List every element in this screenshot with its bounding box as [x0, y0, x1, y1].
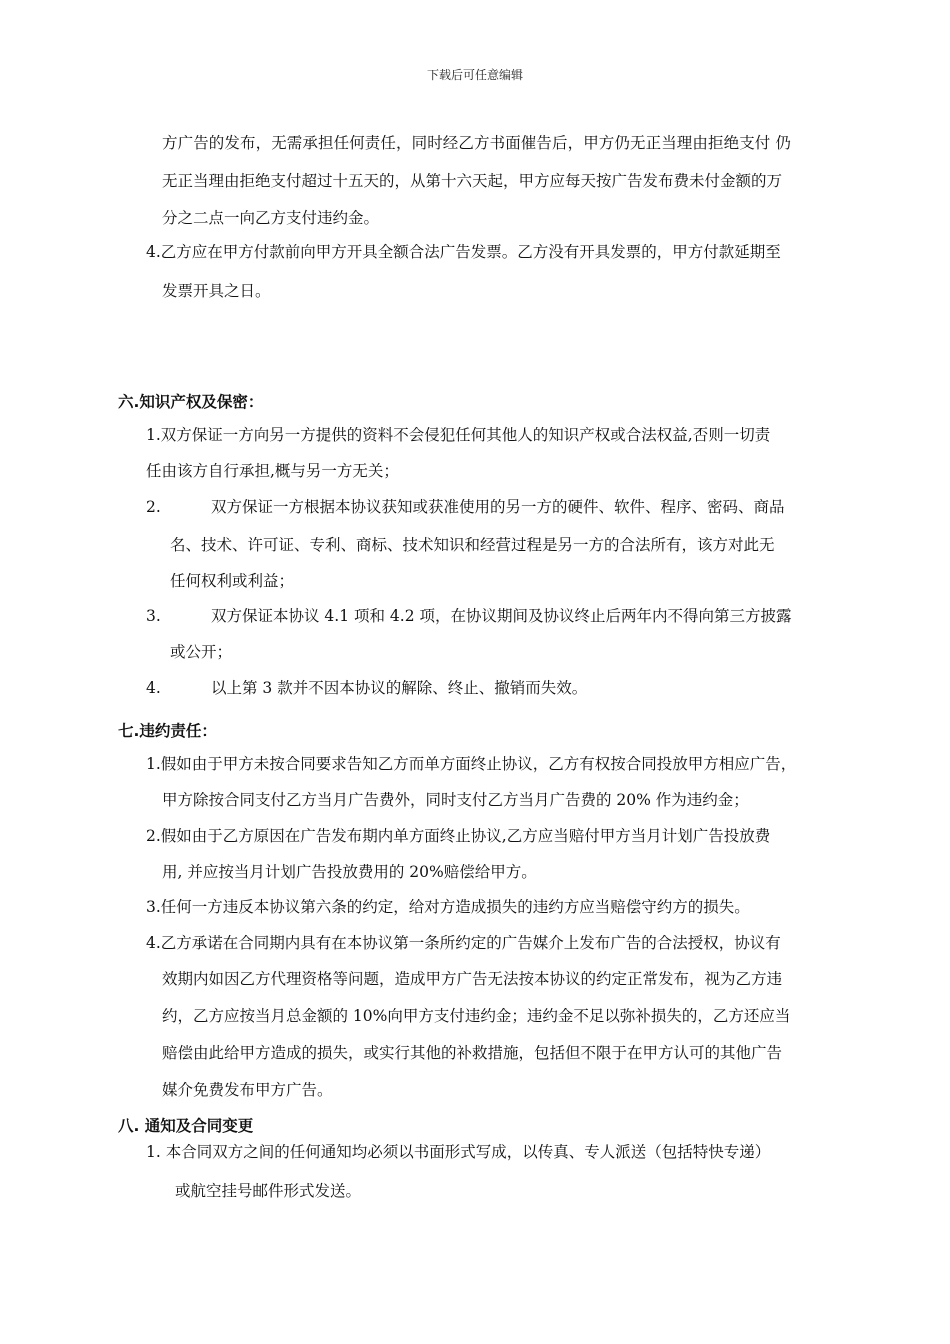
paragraph-line: 无正当理由拒绝支付超过十五天的，从第十六天起，甲方应每天按广告发布费未付金额的万	[162, 172, 783, 190]
page-header: 下载后可任意编辑	[426, 68, 523, 82]
list-item: 3.任何一方违反本协议第六条的约定，给对方造成损失的违约方应当赔偿守约方的损失。	[146, 898, 750, 916]
paragraph-line: 或公开；	[170, 643, 233, 661]
list-item: 1. 本合同双方之间的任何通知均必须以书面形式写成，以传真、专人派送（包括特快专递）	[146, 1143, 771, 1161]
list-item: 1.假如由于甲方未按合同要求告知乙方而单方面终止协议，乙方有权按合同投放甲方相应广告，	[146, 755, 797, 773]
paragraph-line: 赔偿由此给甲方造成的损失，或实行其他的补救措施，包括但不限于在甲方认可的其他广告	[162, 1044, 783, 1062]
paragraph-line: 约，乙方应按当月总金额的 10%向甲方支付违约金；违约金不足以弥补损失的，乙方还应当	[162, 1007, 791, 1025]
list-number: 4.	[146, 679, 161, 697]
paragraph-line: 用, 并应按当月计划广告投放费用的 20%赔偿给甲方。	[162, 863, 537, 881]
paragraph-line: 发票开具之日。	[162, 282, 271, 300]
paragraph-line: 方广告的发布，无需承担任何责任，同时经乙方书面催告后，甲方仍无正当理由拒绝支付 仍	[162, 134, 792, 152]
section-heading: 六.知识产权及保密：	[118, 393, 264, 411]
section-heading: 八. 通知及合同变更	[118, 1117, 254, 1135]
list-number: 2.	[146, 498, 161, 516]
paragraph-line: 媒介免费发布甲方广告。	[162, 1081, 333, 1099]
list-item: 1.双方保证一方向另一方提供的资料不会侵犯任何其他人的知识产权或合法权益,否则一切责	[146, 426, 771, 444]
paragraph-line: 或航空挂号邮件形式发送。	[175, 1182, 362, 1200]
list-item: 4.乙方承诺在合同期内具有在本协议第一条所约定的广告媒介上发布广告的合法授权，协议有	[146, 934, 781, 952]
paragraph-line: 甲方除按合同支付乙方当月广告费外，同时支付乙方当月广告费的 20% 作为违约金；	[162, 791, 749, 809]
list-item: 4.乙方应在甲方付款前向甲方开具全额合法广告发票。乙方没有开具发票的，甲方付款延期至	[146, 243, 781, 261]
paragraph-line: 任由该方自行承担,概与另一方无关；	[146, 462, 399, 480]
paragraph-line: 任何权利或利益；	[170, 572, 295, 590]
section-heading: 七.违约责任：	[118, 722, 217, 740]
paragraph-line: 效期内如因乙方代理资格等问题，造成甲方广告无法按本协议的约定正常发布，视为乙方违	[162, 970, 783, 988]
list-number: 3.	[146, 607, 161, 625]
list-item: 双方保证本协议 4.1 项和 4.2 项，在协议期间及协议终止后两年内不得向第三方披露	[211, 607, 792, 625]
paragraph-line: 名、技术、许可证、专利、商标、技术知识和经营过程是另一方的合法所有，该方对此无	[170, 536, 775, 554]
list-item: 以上第 3 款并不因本协议的解除、终止、撤销而失效。	[211, 679, 588, 697]
list-item: 2.假如由于乙方原因在广告发布期内单方面终止协议,乙方应当赔付甲方当月计划广告投放费	[146, 827, 771, 845]
list-item: 双方保证一方根据本协议获知或获准使用的另一方的硬件、软件、程序、密码、商品	[211, 498, 785, 516]
paragraph-line: 分之二点一向乙方支付违约金。	[162, 209, 380, 227]
